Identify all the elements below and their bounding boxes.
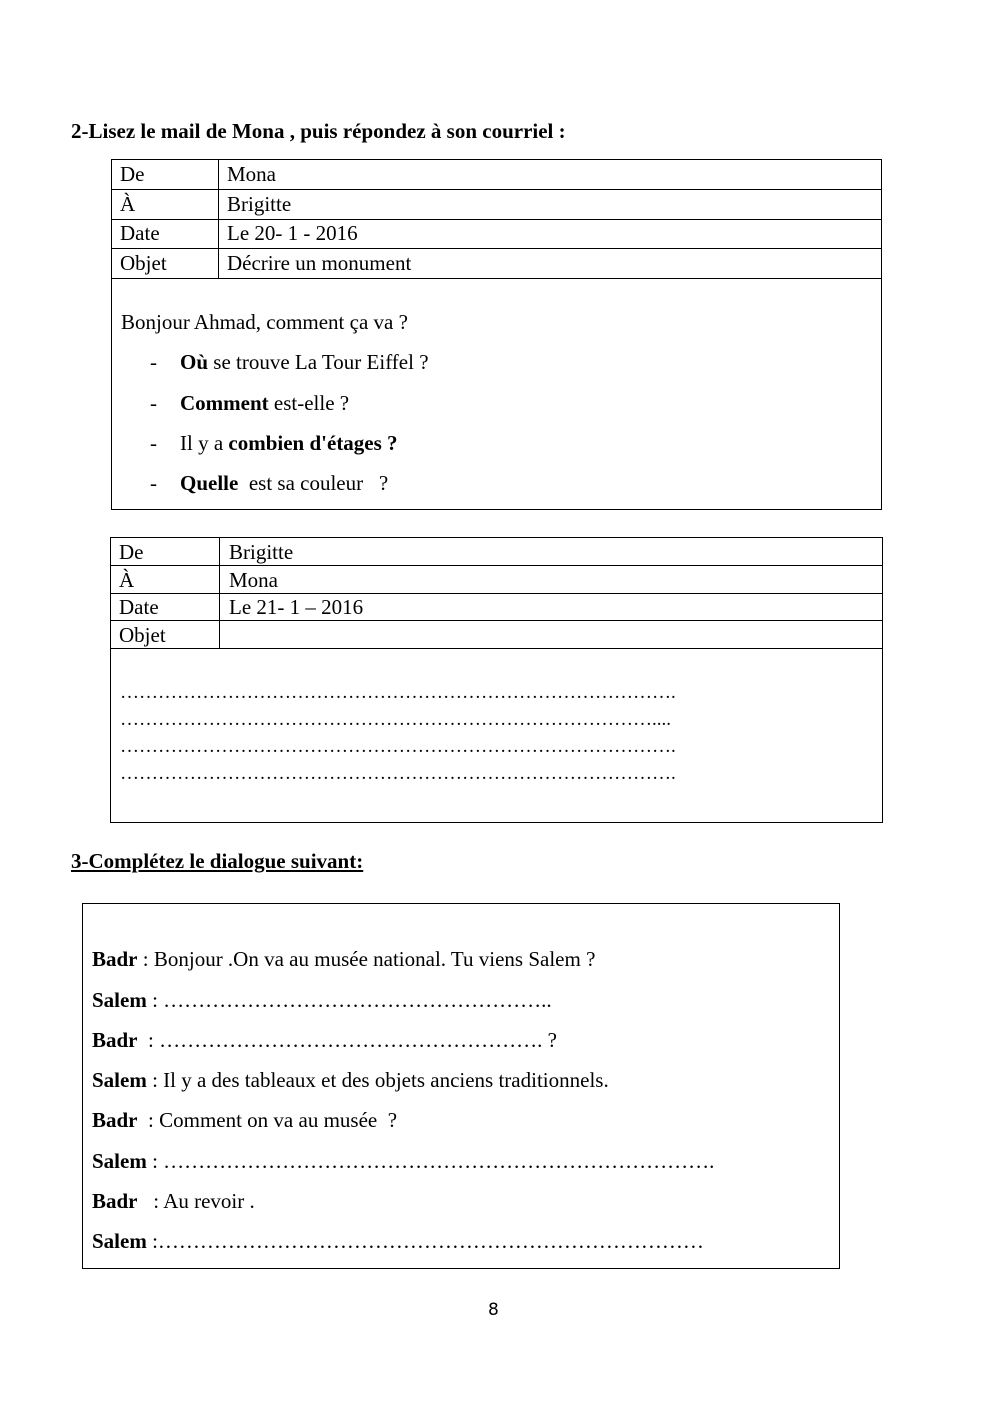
mail2-value-from: Brigitte: [229, 540, 294, 564]
dialogue-box: [82, 903, 840, 1269]
answer-dot-line[interactable]: …………………………………………………………………………….: [120, 682, 676, 703]
dialogue-line: [92, 949, 595, 970]
bullet-dash: -: [150, 391, 157, 415]
mail1-label-to: À: [120, 192, 136, 216]
dialogue-text: : Il y a des tableaux et des objets anciens traditionnels.: [146, 1068, 609, 1092]
mail2-value-date: Le 21- 1 – 2016: [229, 595, 364, 619]
question-prefix: Il y a: [180, 431, 229, 455]
dialogue-line: [92, 990, 552, 1011]
mail2-row-to: [111, 566, 882, 594]
question-rest: est-elle ?: [268, 391, 350, 415]
page-number: 8: [488, 1300, 499, 1320]
dialogue-blank[interactable]: : ………………………………………………. ?: [137, 1028, 557, 1052]
question-text: [180, 433, 398, 454]
mail2-label-to: À: [119, 568, 135, 592]
question-keyword: Comment: [180, 391, 269, 415]
dialogue-line: [92, 1231, 704, 1252]
mail1-value-subject: Décrire un monument: [227, 251, 412, 275]
dialogue-line: [92, 1191, 255, 1212]
question-keyword: Quelle: [180, 471, 239, 495]
speaker-name: Salem: [92, 988, 147, 1012]
dialogue-line: [92, 1070, 609, 1091]
dialogue-line: [92, 1030, 557, 1051]
bullet-dash: -: [150, 431, 157, 455]
bullet-dash: -: [150, 471, 157, 495]
question-rest: est sa couleur ?: [238, 471, 389, 495]
dialogue-line: [92, 1110, 397, 1131]
speaker-name: Salem: [92, 1229, 147, 1253]
mail1-label-from: De: [120, 162, 145, 186]
speaker-name: Badr: [92, 947, 138, 971]
speaker-name: Badr: [92, 1108, 138, 1132]
mail1-row-from: [112, 160, 881, 190]
question-rest: se trouve La Tour Eiffel ?: [208, 350, 429, 374]
mail2-label-subject: Objet: [119, 623, 166, 647]
reply-email-table: [110, 537, 883, 823]
mail1-greeting: Bonjour Ahmad, comment ça va ?: [121, 310, 408, 334]
speaker-name: Badr: [92, 1028, 138, 1052]
mail1-label-date: Date: [120, 221, 160, 245]
mail2-column-divider: [219, 538, 220, 649]
dialogue-blank[interactable]: : ………………………………………………..: [146, 988, 552, 1012]
answer-dot-line[interactable]: …………………………………………………………………………….: [120, 736, 676, 757]
mail1-row-subject: [112, 249, 881, 279]
speaker-name: Salem: [92, 1149, 147, 1173]
dialogue-text: : Bonjour .On va au musée national. Tu viens Salem ?: [137, 947, 596, 971]
answer-dot-line[interactable]: …………………………………………………………………………....: [120, 709, 671, 730]
section-2-title: 2-Lisez le mail de Mona , puis répondez à son courriel :: [71, 119, 566, 143]
speaker-name: Badr: [92, 1189, 138, 1213]
mail1-row-date: [112, 219, 881, 249]
dialogue-text: : Comment on va au musée ?: [137, 1108, 398, 1132]
mail2-value-to: Mona: [229, 568, 278, 592]
mail1-column-divider: [218, 160, 219, 279]
dialogue-text: : Au revoir .: [137, 1189, 255, 1213]
mail1-label-subject: Objet: [120, 251, 167, 275]
answer-dot-line[interactable]: …………………………………………………………………………….: [120, 763, 676, 784]
section-3-title: 3-Complétez le dialogue suivant:: [71, 849, 364, 873]
bullet-dash: -: [150, 350, 157, 374]
question-text: [180, 352, 429, 373]
mail1-value-date: Le 20- 1 - 2016: [227, 221, 358, 245]
speaker-name: Salem: [92, 1068, 147, 1092]
mona-email-table: [111, 159, 882, 510]
question-keyword: combien d'étages ?: [228, 431, 398, 455]
mail1-value-from: Mona: [227, 162, 276, 186]
dialogue-line: [92, 1151, 714, 1172]
mail2-row-subject: [111, 621, 882, 649]
mail1-row-to: [112, 190, 881, 220]
mail2-label-date: Date: [119, 595, 159, 619]
mail2-row-date: [111, 593, 882, 621]
question-text: [180, 393, 349, 414]
mail1-value-to: Brigitte: [227, 192, 292, 216]
question-keyword: Où: [180, 350, 209, 374]
dialogue-blank[interactable]: : …………………………………………………………………….: [146, 1149, 715, 1173]
mail2-label-from: De: [119, 540, 144, 564]
mail2-row-from: [111, 538, 882, 566]
question-text: [180, 473, 388, 494]
dialogue-blank[interactable]: :……………………………………………………………………: [146, 1229, 704, 1253]
